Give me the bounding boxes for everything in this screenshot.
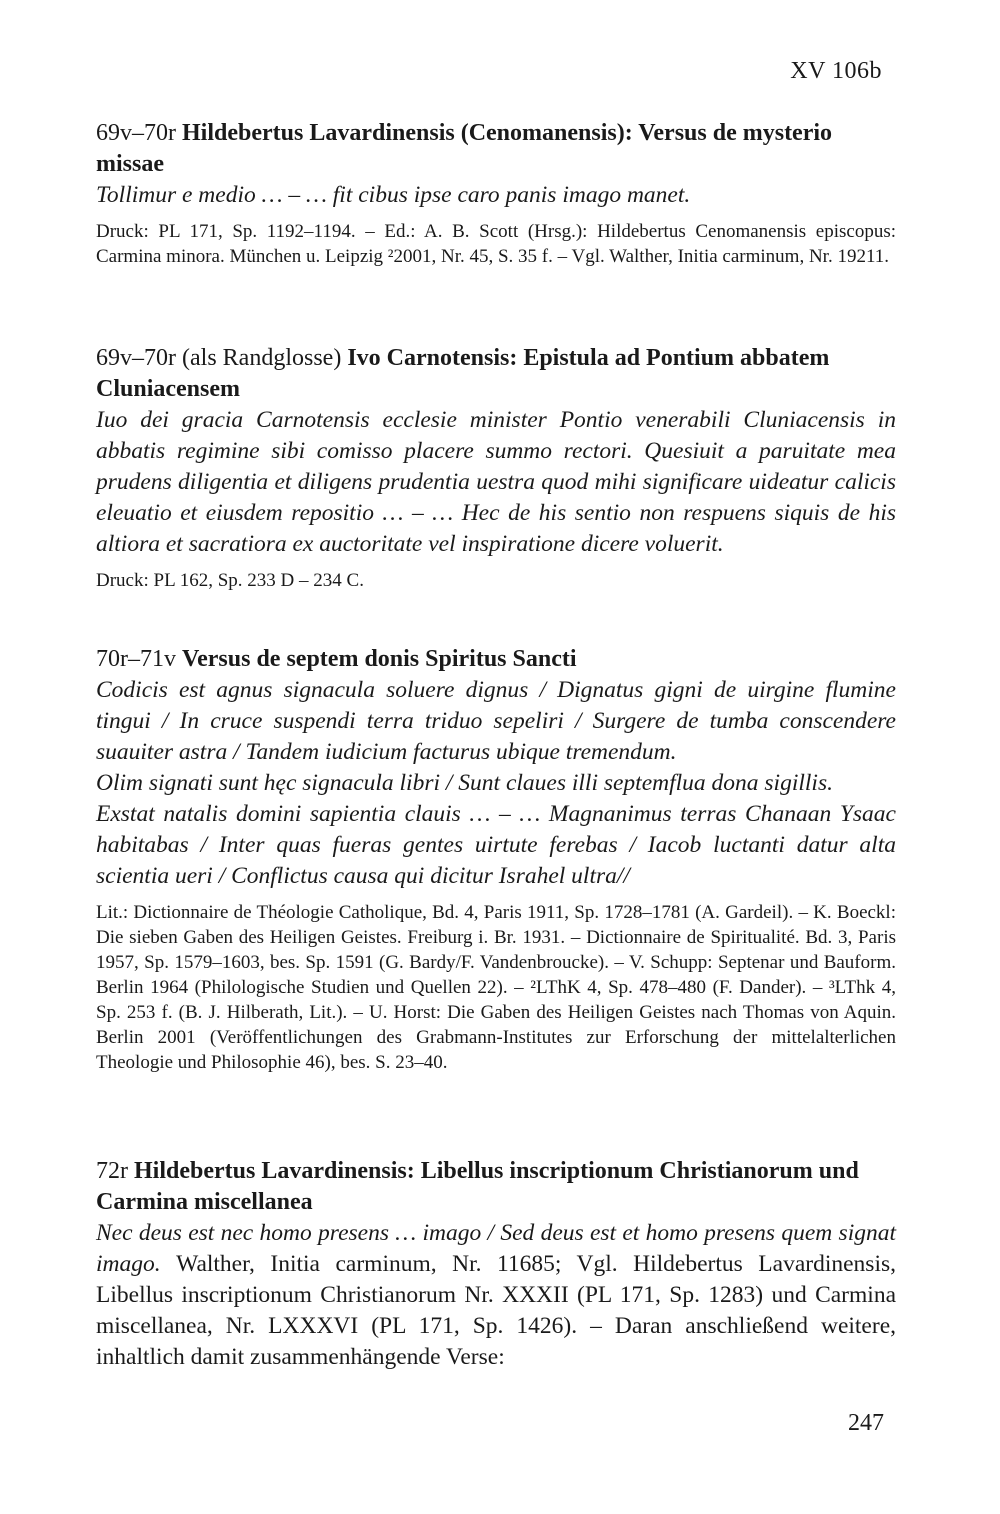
entry-title: Ivo Carnotensis: Epistula ad Pontium abbatem Cluniacensem: [96, 345, 830, 402]
incipit: Tollimur e medio … – … fit cibus ipse caro panis imago manet.: [96, 182, 691, 208]
entry-versus-septem-donis: [96, 644, 896, 1075]
running-head: XV 106b: [790, 58, 882, 84]
page-number: 247: [848, 1410, 884, 1436]
print-references: Druck: PL 171, Sp. 1192–1194. – Ed.: A. B. Scott (Hrsg.): Hildebertus Cenomanensis episcopus: Carmina minora. München u. Leipzig ²2001, Nr. 45, S. 35 f. – Vgl. Walther, Initia carminum, Nr. 19211.: [96, 221, 896, 267]
entry-title: Hildebertus Lavardinensis: Libellus inscriptionum Christianorum und Carmina miscellanea: [96, 1158, 859, 1215]
margin-note: (als Randglosse): [182, 345, 342, 371]
entry-heading: [96, 343, 896, 405]
incipit-verse-1: Codicis est agnus signacula soluere dignus / Dignatus gigni de uirgine flumine tingui / In cruce suspendi terra triduo sepeliri / Surgere de tumba conscendere suauiter astra / Tandem iudicium facturus ubique tremendum.: [96, 677, 896, 765]
entry-heading: [96, 1156, 896, 1218]
incipit: Nec deus est nec homo presens … imago / Sed deus est et homo presens quem signat imago.: [96, 1220, 896, 1277]
literature-references: Lit.: Dictionnaire de Théologie Catholique, Bd. 4, Paris 1911, Sp. 1728–1781 (A. Gardeil). – K. Boeckl: Die sieben Gaben des Heiligen Geistes. Freiburg i. Br. 1931. – Dictionnaire de Spiritualité. Bd. 3, Paris 1957, Sp. 1579–1603, bes. Sp. 1591 (G. Bardy/F. Vandenbroucke). – V. Schupp: Septenar und Bauform. Berlin 1964 (Philologische Studien und Quellen 22). – ²LThK 4, Sp. 478–480 (F. Dander). – ³LThk 4, Sp. 253 f. (B. J. Hilberath, Lit.). – U. Horst: Die Gaben des Heiligen Geistes nach Thomas von Aquin. Berlin 2001 (Veröffentlichungen des Grabmann-Institutes zur Erforschung der mittelalterlichen Theologie und Philosophie 46), bes. S. 23–40.: [96, 902, 896, 1073]
entry-title: Hildebertus Lavardinensis (Cenomanensis): Versus de mysterio missae: [96, 120, 833, 177]
entry-ivo-epistula: [96, 343, 896, 593]
entry-hildebertus-versus: [96, 118, 896, 269]
folio-reference: 69v–70r: [96, 120, 176, 146]
folio-reference: 72r: [96, 1158, 128, 1184]
incipit-verse-2: Olim signati sunt hęc signacula libri / Sunt claues illi septemflua dona sigillis.: [96, 770, 833, 796]
folio-reference: 70r–71v: [96, 646, 176, 672]
print-references: Druck: PL 162, Sp. 233 D – 234 C.: [96, 570, 364, 591]
entry-title: Versus de septem donis Spiritus Sancti: [182, 646, 577, 672]
entry-hildebertus-libellus: [96, 1156, 896, 1373]
entry-heading: [96, 644, 896, 675]
entry-body: Walther, Initia carminum, Nr. 11685; Vgl. Hildebertus Lavardinensis, Libellus inscriptionum Christianorum Nr. XXXII (PL 171, Sp. 1283) und Carmina miscellanea, Nr. LXXXVI (PL 171, Sp. 1426). – Daran anschließend weitere, inhaltlich damit zusammenhängende Verse:: [96, 1251, 896, 1370]
incipit-verse-3: Exstat natalis domini sapientia clauis … – … Magnanimus terras Chanaan Ysaac habitabas / Inter quas fueras gentes uirtute ferebas / Iacob luctanti datur alta scientia ueri / Conflictus causa qui dicitur Israhel ultra//: [96, 801, 896, 889]
incipit-with-references: [96, 1218, 896, 1373]
entry-heading: [96, 118, 896, 180]
folio-reference: 69v–70r: [96, 345, 176, 371]
incipit: Iuo dei gracia Carnotensis ecclesie minister Pontio venerabili Cluniacensis in abbatis regimine sibi comisso placere summo rectori. Quesiuit a paruitate mea prudens diligentia et diligens prudentia uestra quod mihi significare uideatur calicis eleuatio et eiusdem repositio … – … Hec de his sentio non respuens siquis de his altiora et sacratiora ex auctoritate vel inspiratione dicere voluerit.: [96, 407, 896, 557]
